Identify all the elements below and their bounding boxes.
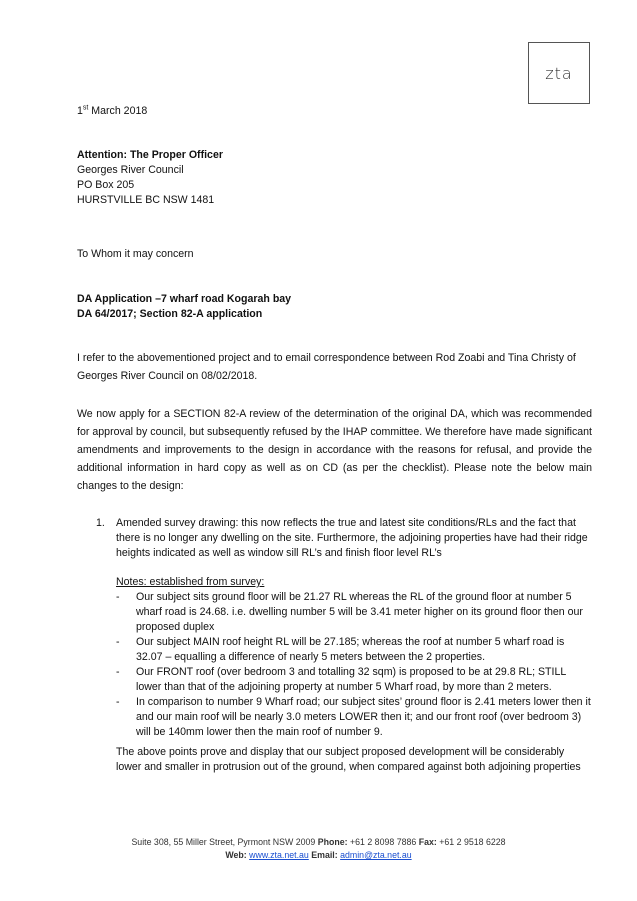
note-bullet: - Our FRONT roof (over bedroom 3 and totalling 32 sqm) is proposed to be at 29.8 RL; STILL lower than that of the adjoining property at number 5 Wharf road, by more than 2 meters. [116,666,566,693]
address-line: PO Box 205 [77,179,135,191]
greeting: To Whom it may concern [77,248,194,260]
intro-paragraph: I refer to the abovementioned project and to email correspondence between Rod Zoabi and Tina Christy of Georges River Council on 08/02/2018. [77,352,576,382]
dash-bullet-icon: - [116,591,120,603]
application-paragraph: We now apply for a SECTION 82-A review of the determination of the original DA, which was recommended for approval by council, but subsequently refused by the IHAP committee. We therefore have made significant amendments and improvements to the design in accordance with the reasons for refusal, and provide the additional information in hard copy as well as on CD (as per the checklist). Please note the below main changes to the design: [77,408,592,492]
survey-notes [116,575,591,740]
list-item: Amended survey drawing: this now reflects the true and latest site conditions/RLs and the fact that there is no longer any dwelling on the site. Furthermore, the adjoining properties have had their ridge heights indicated as well as window sill RL’s and finish floor level RL’s [116,517,588,559]
address-line: Georges River Council [77,164,184,176]
recipient-address [77,148,577,208]
footer-contact-line: Suite 308, 55 Miller Street, Pyrmont NSW 2009 Phone: +61 2 8098 7886 Fax: +61 2 9518 6228 [131,837,506,847]
letter-date: 1st March 2018 [77,104,148,117]
footer-web-line: Web: www.zta.net.au Email: admin@zta.net.au [225,850,412,860]
email-link[interactable]: admin@zta.net.au [340,850,412,860]
attention-line: Attention: The Proper Officer [77,149,223,161]
dash-bullet-icon: - [116,696,120,708]
address-line: HURSTVILLE BC NSW 1481 [77,194,215,206]
subject-line: DA Application –7 wharf road Kogarah bay [77,293,292,305]
dash-bullet-icon: - [116,636,120,648]
website-link[interactable]: www.zta.net.au [249,850,309,860]
conclusion-paragraph: The above points prove and display that our subject proposed development will be considerably lower and smaller in protrusion out of the ground, when compared against both adjoining properties [116,746,581,773]
company-logo: zta [528,42,590,104]
notes-title: Notes: established from survey: [116,576,265,588]
list-number: 1. [96,517,105,529]
subject-line: DA 64/2017; Section 82-A application [77,308,263,320]
letterhead-footer [0,836,637,862]
note-bullet: - Our subject MAIN roof height RL will be 27.185; whereas the roof at number 5 wharf road is 32.07 – equalling a difference of nearly 5 meters between the 2 properties. [116,636,565,663]
dash-bullet-icon: - [116,666,120,678]
note-bullet: - In comparison to number 9 Wharf road; our subject sites’ ground floor is 2.41 meters lower then it and our main roof will be nearly 3.0 meters LOWER then it; and our front roof (over bedroom 3) will be 140mm lower then the main roof of number 9. [116,696,591,738]
note-bullet: - Our subject sits ground floor will be 21.27 RL whereas the RL of the ground floor at number 5 wharf road is 24.68. i.e. dwelling number 5 will be 3.41 meter higher on its ground floor then our proposed duplex [116,591,583,633]
subject-heading [77,292,577,322]
